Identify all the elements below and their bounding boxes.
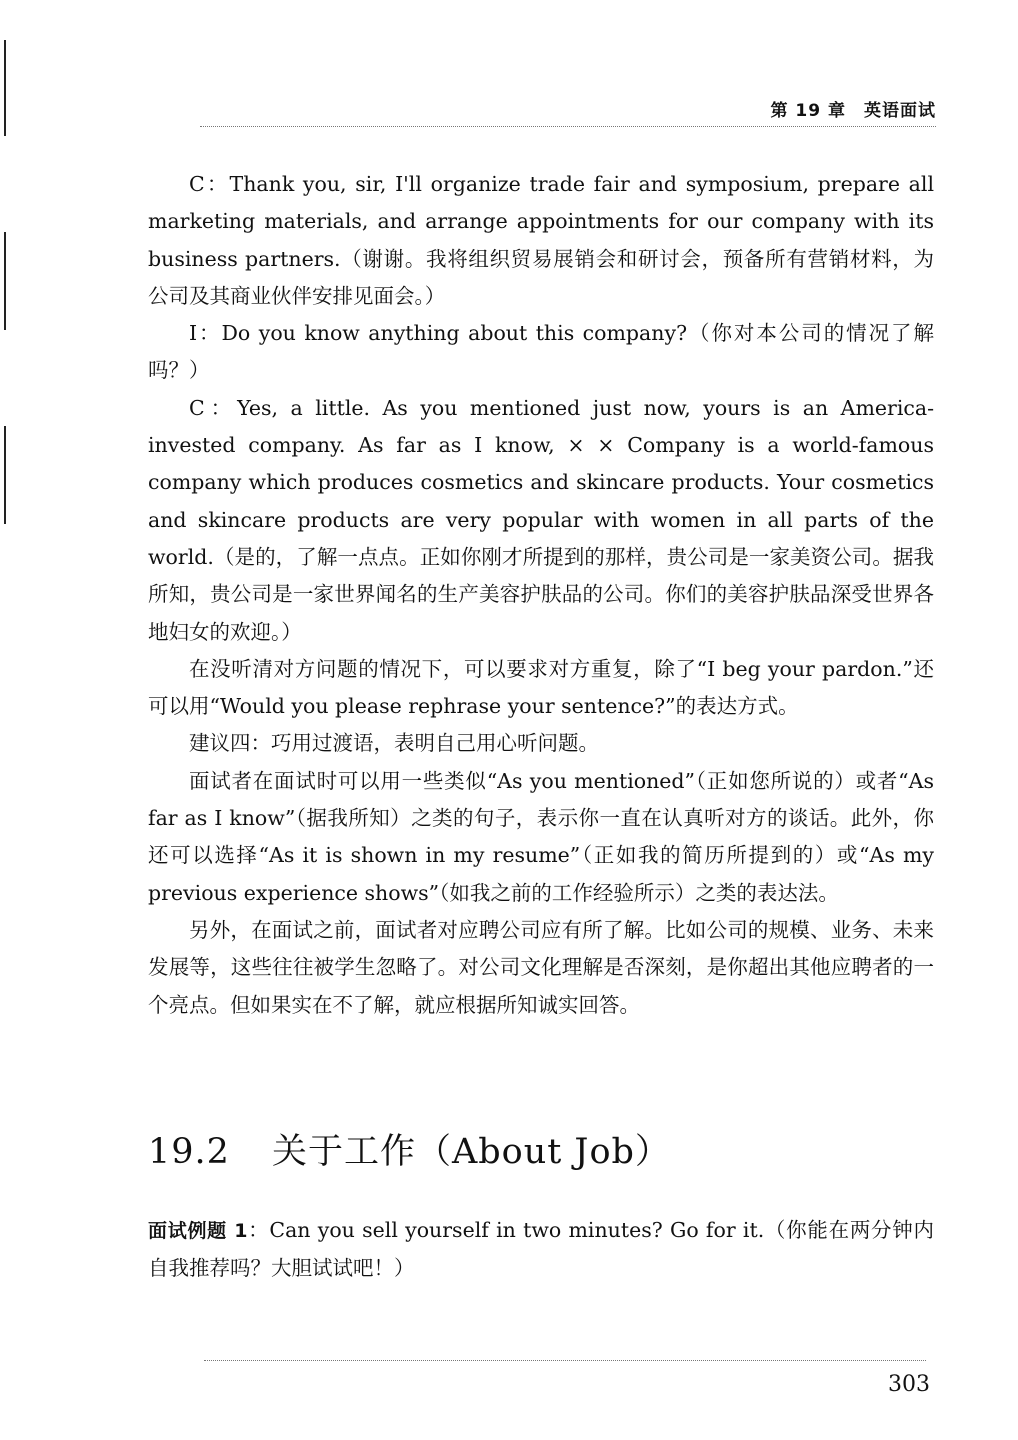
scan-edge-line-top [4, 40, 6, 136]
header-rule [200, 126, 936, 127]
page-number: 303 [888, 1372, 930, 1397]
section-number: 19.2 [148, 1132, 230, 1172]
paragraph-dialogue-c1: C：Thank you, sir, I'll organize trade fair and symposium, prepare all marketing materials, and arrange appointments for our company with its business partners.（谢谢。我将组织贸易展销会和研讨会，预备所有营销材料，为公司及其商业伙伴安排见面会。） [148, 172, 934, 308]
body-text [148, 166, 934, 1024]
scan-edge-line-lower [4, 426, 6, 524]
header-title: 英语面试 [864, 101, 936, 121]
header-chapter: 第 19 章 [770, 101, 846, 121]
example-text: ：Can you sell yourself in two minutes? Go for it.（你能在两分钟内自我推荐吗？大胆试试吧！） [148, 1218, 934, 1280]
example-label: 面试例题 1 [148, 1220, 248, 1242]
footer-rule [204, 1360, 926, 1361]
paragraph-transition-phrases: 面试者在面试时可以用一些类似“As you mentioned”（正如您所说的）或者“As far as I know”（据我所知）之类的句子，表示你一直在认真听对方的谈话。此外，你还可以选择“As it is shown in my resume”（正如我的简历所提到的）或“As my previous experience shows”（如我之前的工作经验所示）之类的表达法。 [148, 768, 934, 905]
example-question [148, 1212, 934, 1287]
paragraph-dialogue-i1: I：Do you know anything about this company?（你对本公司的情况了解吗？） [148, 321, 934, 383]
section-title-text: 关于工作（About Job） [271, 1132, 671, 1172]
paragraph-repeat-tip: 在没听清对方问题的情况下，可以要求对方重复，除了“I beg your pardon.”还可以用“Would you please rephrase your sentence?”的表达方式。 [148, 656, 934, 719]
section-heading [148, 1124, 671, 1174]
scan-edge-line-middle [4, 232, 6, 330]
paragraph-dialogue-c2: C：Yes, a little. As you mentioned just now, yours is an America-invested company. As far as I know, × × Company is a world-famous company which produces cosmetics and skincare products. Your cosmetics and skincare products are very popular with women in all parts of the world.（是的，了解一点点。正如你刚才所提到的那样，贵公司是一家美资公司。据我所知，贵公司是一家世界闻名的生产美容护肤品的公司。你们的美容护肤品深受世界各地妇女的欢迎。） [148, 395, 934, 644]
running-header [771, 96, 937, 121]
paragraph-advice-four: 建议四：巧用过渡语，表明自己用心听问题。 [189, 731, 599, 756]
paragraph-company-research: 另外，在面试之前，面试者对应聘公司应有所了解。比如公司的规模、业务、未来发展等，这些往往被学生忽略了。对公司文化理解是否深刻，是你超出其他应聘者的一个亮点。但如果实在不了解，就应根据所知诚实回答。 [148, 917, 934, 1017]
